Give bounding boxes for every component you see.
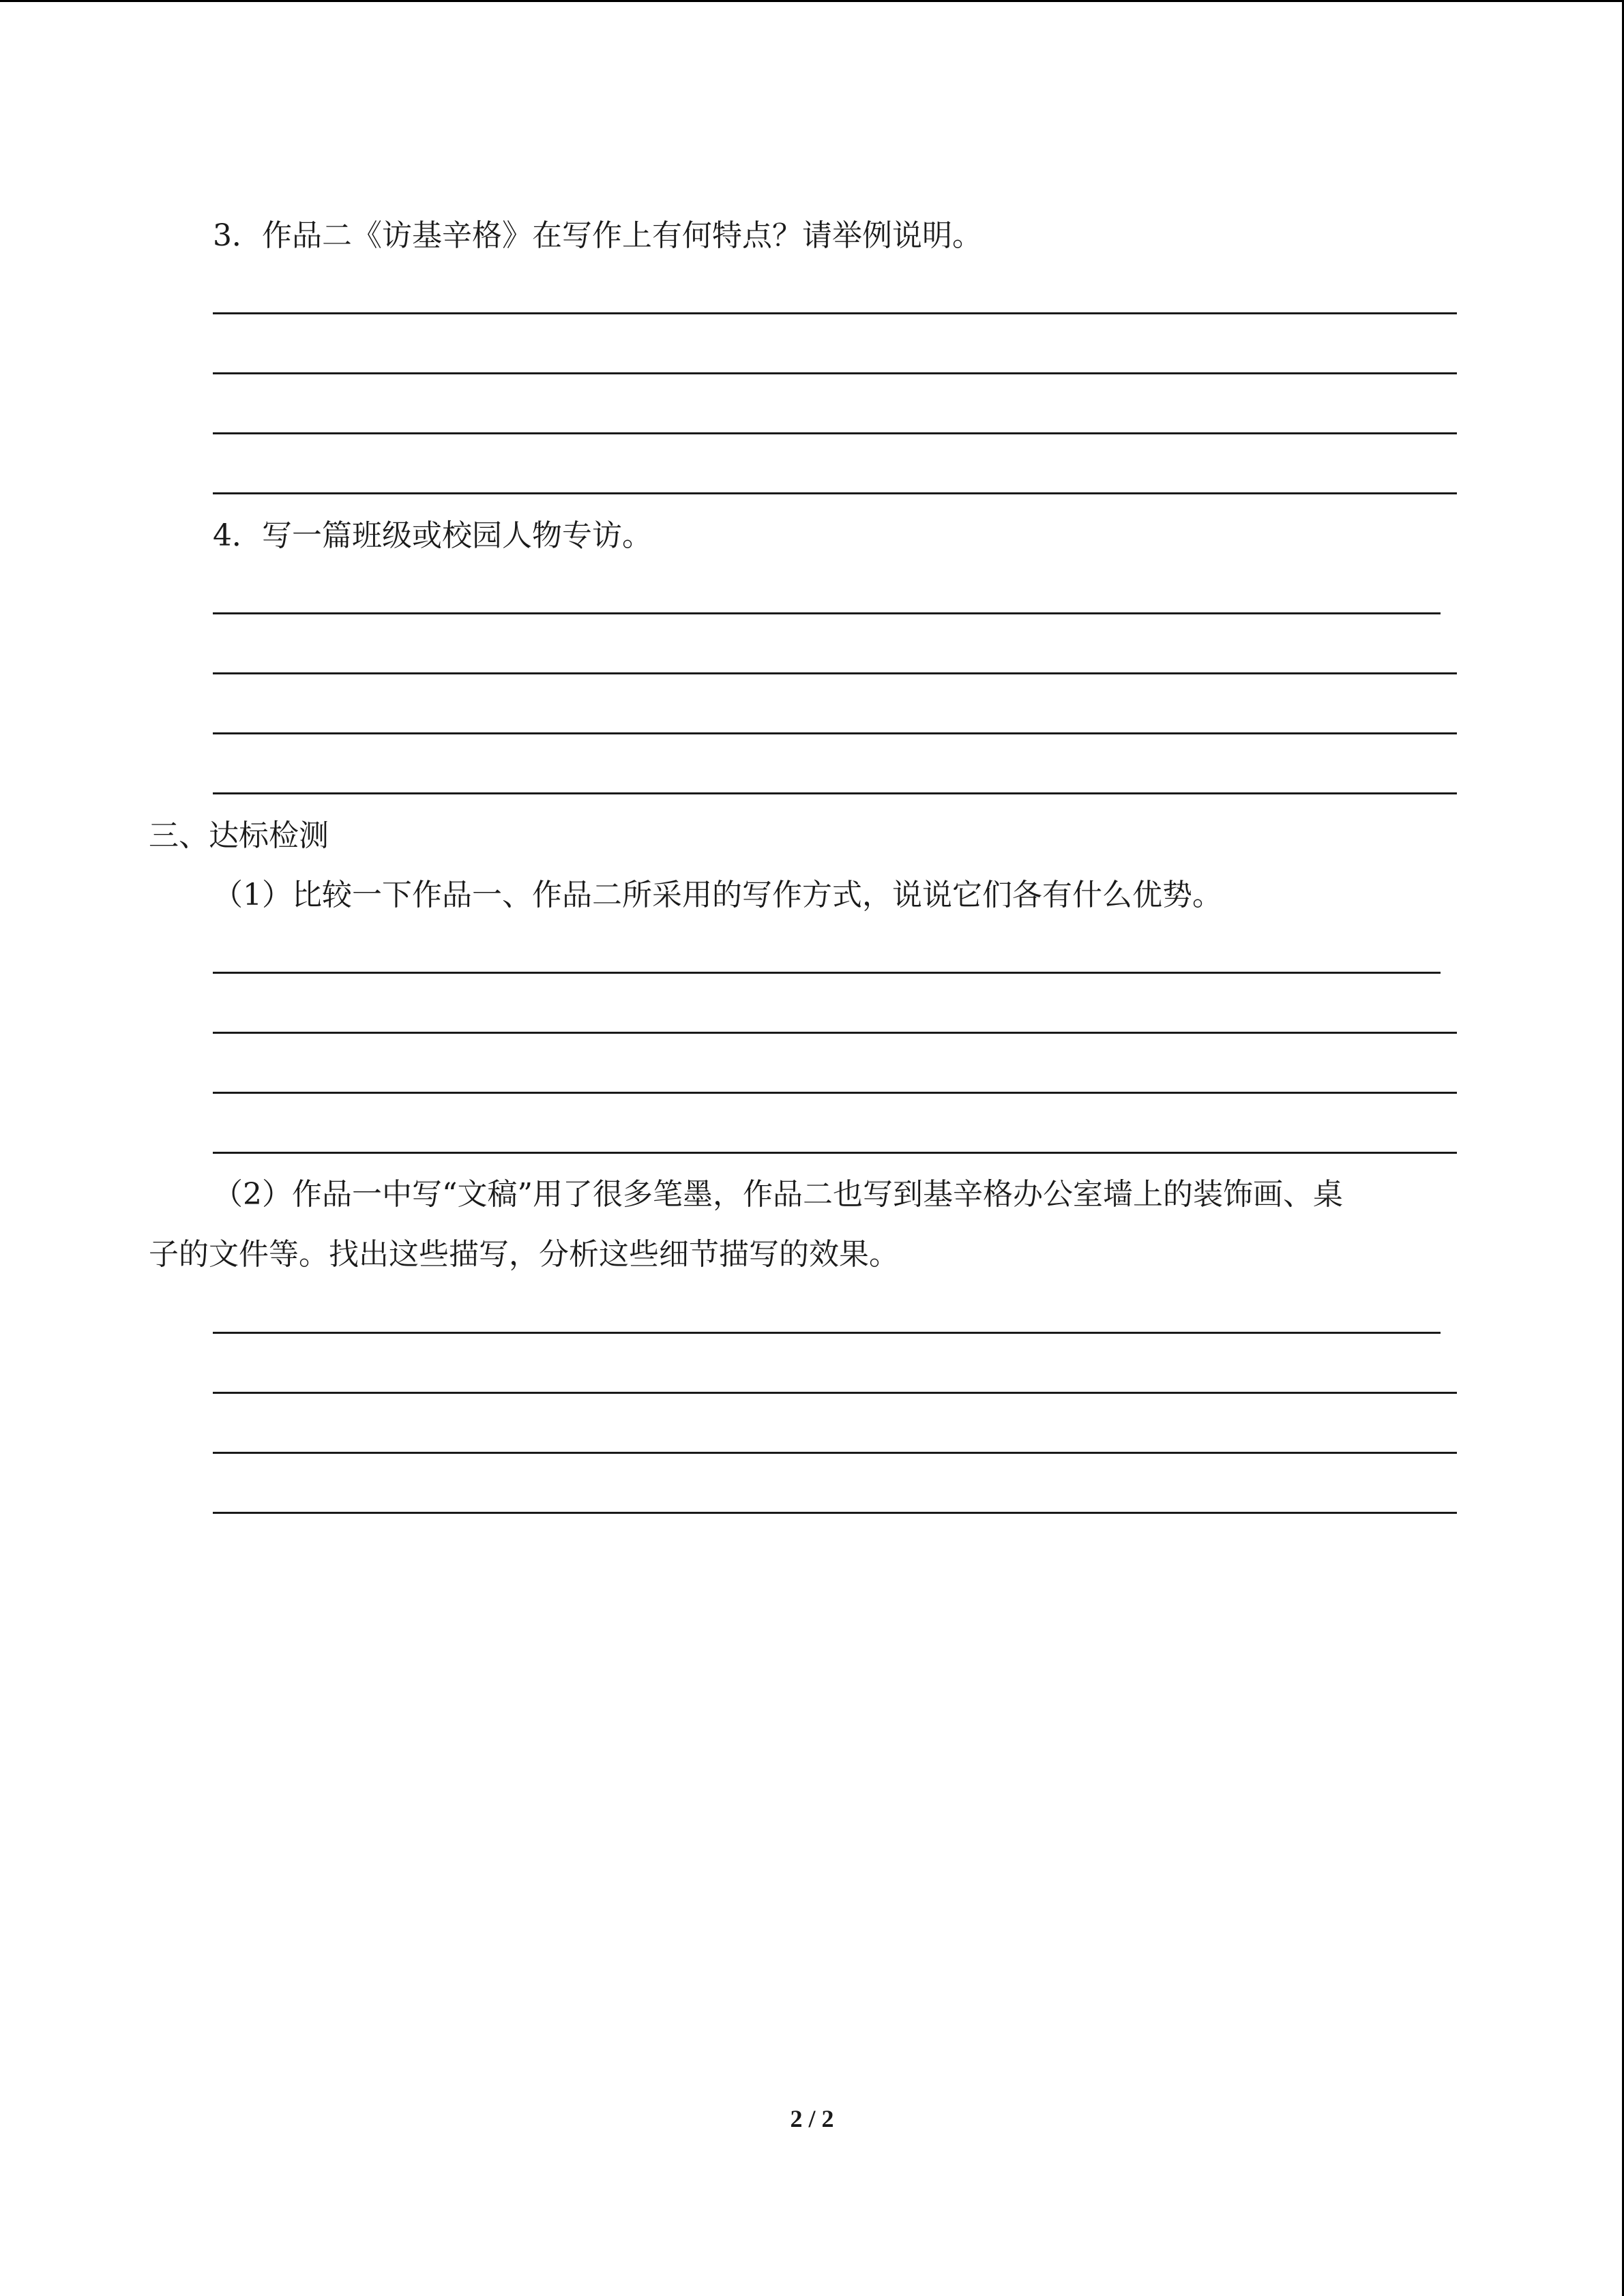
section-item-2-line-1: （2）作品一中写“文稿”用了很多笔墨，作品二也写到基辛格办公室墙上的装饰画、桌 xyxy=(213,1177,1343,1212)
section-title: 三、达标检测 xyxy=(149,818,329,853)
section-item-1: （1）比较一下作品一、作品二所采用的写作方式，说说它们各有什么优势。 xyxy=(213,878,1222,912)
answer-line[interactable] xyxy=(213,792,1457,794)
answer-line[interactable] xyxy=(213,1512,1457,1514)
answer-line[interactable] xyxy=(213,672,1457,674)
question-4: 4．写一篇班级或校园人物专访。 xyxy=(213,518,652,553)
answer-line[interactable] xyxy=(213,312,1457,314)
answer-line[interactable] xyxy=(213,1032,1457,1034)
question-3: 3．作品二《访基辛格》在写作上有何特点？请举例说明。 xyxy=(213,218,982,253)
answer-line[interactable] xyxy=(213,732,1457,734)
answer-line[interactable] xyxy=(213,612,1441,614)
answer-line[interactable] xyxy=(213,1092,1457,1094)
page-top-border xyxy=(0,0,1624,2)
answer-line[interactable] xyxy=(213,1392,1457,1394)
answer-line[interactable] xyxy=(213,372,1457,374)
answer-line[interactable] xyxy=(213,492,1457,494)
answer-line[interactable] xyxy=(213,1152,1457,1154)
answer-line[interactable] xyxy=(213,972,1441,974)
answer-line[interactable] xyxy=(213,1452,1457,1454)
page-number: 2 / 2 xyxy=(790,2105,834,2132)
section-item-2-line-2: 子的文件等。找出这些描写，分析这些细节描写的效果。 xyxy=(149,1237,899,1272)
answer-line[interactable] xyxy=(213,432,1457,434)
answer-line[interactable] xyxy=(213,1332,1441,1334)
